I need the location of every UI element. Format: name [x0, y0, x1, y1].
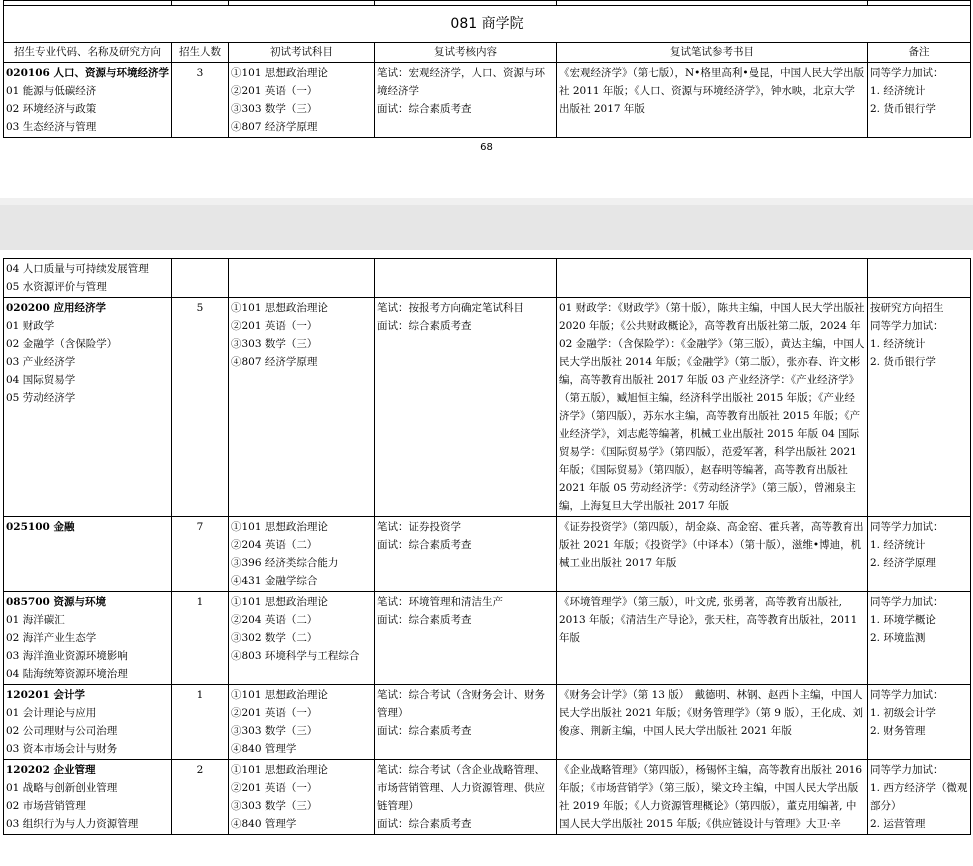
subject: ②201 英语（一） — [231, 782, 318, 794]
subject: ①101 思想政治理论 — [231, 67, 328, 79]
table-row — [4, 592, 971, 685]
note: 同等学力加试： — [870, 67, 944, 79]
note: 按研究方向招生 — [870, 302, 944, 314]
retest-cell — [375, 685, 557, 760]
subject: ④840 管理学 — [231, 743, 297, 755]
notes-cell — [868, 517, 971, 592]
note: 2. 货币银行学 — [870, 103, 936, 115]
direction: 02 环境经济与政策 — [6, 103, 97, 115]
notes-cell — [868, 63, 971, 138]
direction: 02 公司理财与公司治理 — [6, 725, 118, 737]
direction: 02 金融学（含保险学） — [6, 338, 118, 350]
retest-interview: 面试：综合素质考查 — [377, 320, 472, 332]
direction: 02 市场营销管理 — [6, 800, 86, 812]
note: 1. 初级会计学 — [870, 707, 936, 719]
subjects-cell — [229, 517, 375, 592]
major-code: 020200 应用经济学 — [6, 302, 106, 314]
retest-written: 笔试：宏观经济学，人口、资源与环境经济学 — [377, 67, 545, 97]
subjects-cell — [229, 592, 375, 685]
retest-written: 笔试：综合考试（含财务会计、财务管理） — [377, 689, 545, 719]
major-cell — [4, 63, 172, 138]
note: 2. 经济学原理 — [870, 557, 936, 569]
count-cell: 7 — [172, 517, 229, 592]
direction: 04 陆海统筹资源环境治理 — [6, 668, 128, 680]
subject: ④807 经济学原理 — [231, 121, 318, 133]
page1-table — [3, 0, 971, 138]
retest-cell — [375, 517, 557, 592]
note: 同等学力加试： — [870, 320, 944, 332]
direction: 01 战略与创新创业管理 — [6, 782, 118, 794]
direction: 03 海洋渔业资源环境影响 — [6, 650, 128, 662]
subject: ③303 数学（三） — [231, 800, 318, 812]
direction: 05 劳动经济学 — [6, 392, 76, 404]
note: 同等学力加试： — [870, 689, 944, 701]
count-cell: 1 — [172, 685, 229, 760]
count-cell: 1 — [172, 592, 229, 685]
major-cell — [4, 592, 172, 685]
direction: 04 人口质量与可持续发展管理 — [6, 263, 149, 275]
subjects-cell — [229, 298, 375, 517]
notes-cell — [868, 760, 971, 835]
table-row — [4, 685, 971, 760]
subject: ③303 数学（三） — [231, 338, 318, 350]
subject: ②204 英语（二） — [231, 539, 318, 551]
books-cell: 《企业战略管理》（第四版），杨锡怀主编，高等教育出版社 2016 年版；《市场营销学》（第三版），梁文玲主编，中国人民大学出版社 2019 年版；《人力资源管理概论》（第四版），董克用编著, 中国人民大学出版社 2015 年版;《供应链设计与管理》大卫·辛 — [557, 760, 868, 835]
retest-cell — [375, 592, 557, 685]
notes-cell — [868, 685, 971, 760]
page2-table — [3, 258, 971, 835]
note: 1. 经济统计 — [870, 539, 926, 551]
count-cell: 2 — [172, 760, 229, 835]
subject: ①101 思想政治理论 — [231, 596, 328, 608]
major-cell — [4, 517, 172, 592]
count-cell: 5 — [172, 298, 229, 517]
note: 2. 环境监测 — [870, 632, 926, 644]
retest-written: 笔试：证券投资学 — [377, 521, 461, 533]
note: 2. 财务管理 — [870, 725, 926, 737]
note: 2. 运营管理 — [870, 818, 926, 830]
books-cell: 《宏观经济学》（第七版），N•格里高利•曼昆，中国人民大学出版社 2011 年版；《人口、资源与环境经济学》，钟水映，北京大学出版社 2017 年版 — [557, 63, 868, 138]
major-code: 020106 人口、资源与环境经济学 — [6, 67, 169, 79]
page-number: 68 — [480, 142, 493, 153]
subject: ①101 思想政治理论 — [231, 764, 328, 776]
retest-written: 笔试：综合考试（含企业战略管理、市场营销管理、人力资源管理、供应链管理） — [377, 764, 545, 812]
note: 同等学力加试： — [870, 521, 944, 533]
direction: 05 水资源评价与管理 — [6, 281, 107, 293]
retest-interview: 面试：综合素质考查 — [377, 103, 472, 115]
subject: ①101 思想政治理论 — [231, 689, 328, 701]
subject: ②204 英语（二） — [231, 614, 318, 626]
major-code: 085700 资源与环境 — [6, 596, 106, 608]
note: 同等学力加试： — [870, 764, 944, 776]
subjects-cell — [229, 685, 375, 760]
direction: 03 组织行为与人力资源管理 — [6, 818, 139, 830]
direction: 01 海洋碳汇 — [6, 614, 65, 626]
major-code: 120201 会计学 — [6, 689, 85, 701]
table-row — [4, 298, 971, 517]
major-cell — [4, 685, 172, 760]
table-row — [4, 760, 971, 835]
table-row — [4, 259, 971, 298]
subject: ②201 英语（一） — [231, 320, 318, 332]
books-cell: 《财务会计学》（第 13 版） 戴德明、林钢、赵西卜主编，中国人民大学出版社 2021 年版；《财务管理学》（第 9 版），王化成、刘俊彦、荆新主编，中国人民大学出版社 2021 年版 — [557, 685, 868, 760]
note: 2. 货币银行学 — [870, 356, 936, 368]
major-cell — [4, 760, 172, 835]
retest-interview: 面试：综合素质考查 — [377, 818, 472, 830]
notes-cell — [868, 592, 971, 685]
books-cell: 01 财政学：《财政学》（第十版），陈共主编，中国人民大学出版社 2020 年版；《公共财政概论》，高等教育出版社第二版，2024 年 02 金融学：（含保险学）：《金融学》（第三版），黄达主编，中国人民大学出版社 2014 年版；《金融学》（第二版），张亦春、许文彬编，高等教育出版社 2017 年版 03 产业经济学：《产业经济学》（第五版），臧旭恒主编，经济科学出版社 2015 年版；《产业经济学》（第四版），苏东水主编，高等教育出版社 2015 年版；《产业经济学》，刘志彪等编著，机械工业出版社 2015 年版 04 国际贸易学：《国际贸易学》（第四版），范爱军著，科学出版社 2021 年版；《国际贸易》（第四版），赵春明等编著，高等教育出版社 2021 年版 05 劳动经济学：《劳动经济学》（第三版），曾湘泉主编，上海复旦大学出版社 2017 年版 — [557, 298, 868, 517]
direction: 02 海洋产业生态学 — [6, 632, 97, 644]
retest-written: 笔试：环境管理和清洁生产 — [377, 596, 503, 608]
subject: ③303 数学（三） — [231, 725, 318, 737]
table-row — [4, 63, 971, 138]
direction: 03 产业经济学 — [6, 356, 76, 368]
header-notes: 备注 — [868, 43, 971, 63]
subject: ②201 英语（一） — [231, 707, 318, 719]
subject: ④807 经济学原理 — [231, 356, 318, 368]
retest-interview: 面试：综合素质考查 — [377, 614, 472, 626]
header-retest: 复试考核内容 — [375, 43, 557, 63]
subject: ①101 思想政治理论 — [231, 521, 328, 533]
subject: ②201 英语（一） — [231, 85, 318, 97]
page-separator — [0, 198, 973, 250]
direction: 01 财政学 — [6, 320, 55, 332]
major-code: 025100 金融 — [6, 521, 75, 533]
subject: ③302 数学（二） — [231, 632, 318, 644]
note: 1. 西方经济学（微观部分） — [870, 782, 968, 812]
subject: ③303 数学（三） — [231, 103, 318, 115]
retest-cell — [375, 63, 557, 138]
subject: ④431 金融学综合 — [231, 575, 318, 587]
major-code: 120202 企业管理 — [6, 764, 96, 776]
notes-cell — [868, 298, 971, 517]
subject: ③396 经济类综合能力 — [231, 557, 339, 569]
retest-cell — [375, 760, 557, 835]
subjects-cell — [229, 760, 375, 835]
header-count: 招生人数 — [172, 43, 229, 63]
table-row — [4, 517, 971, 592]
books-cell: 《环境管理学》（第三版），叶文虎, 张勇著，高等教育出版社, 2013 年版；《清洁生产导论》，张天柱，高等教育出版社，2011 年版 — [557, 592, 868, 685]
direction: 01 会计理论与应用 — [6, 707, 97, 719]
header-initial: 初试考试科目 — [229, 43, 375, 63]
subjects-cell — [229, 63, 375, 138]
subject: ④840 管理学 — [231, 818, 297, 830]
retest-interview: 面试：综合素质考查 — [377, 725, 472, 737]
college-title: 081 商学院 — [4, 6, 971, 43]
major-cell — [4, 298, 172, 517]
retest-written: 笔试：按报考方向确定笔试科目 — [377, 302, 524, 314]
note: 1. 经济统计 — [870, 338, 926, 350]
direction: 01 能源与低碳经济 — [6, 85, 97, 97]
retest-cell — [375, 298, 557, 517]
note: 1. 环境学概论 — [870, 614, 936, 626]
direction: 03 资本市场会计与财务 — [6, 743, 118, 755]
subject: ④803 环境科学与工程综合 — [231, 650, 360, 662]
direction: 04 国际贸易学 — [6, 374, 76, 386]
page2 — [3, 250, 970, 835]
books-cell: 《证券投资学》（第四版），胡金焱、高金窑、霍兵著，高等教育出版社 2021 年版；《投资学》（中译本）（第十版），滋维•博迪，机械工业出版社 2017 年版 — [557, 517, 868, 592]
count-cell: 3 — [172, 63, 229, 138]
direction: 03 生态经济与管理 — [6, 121, 97, 133]
header-books: 复试笔试参考书目 — [557, 43, 868, 63]
subject: ①101 思想政治理论 — [231, 302, 328, 314]
note: 1. 经济统计 — [870, 85, 926, 97]
header-major: 招生专业代码、名称及研究方向 — [4, 43, 172, 63]
retest-interview: 面试：综合素质考查 — [377, 539, 472, 551]
note: 同等学力加试： — [870, 596, 944, 608]
major-cell — [4, 259, 172, 298]
